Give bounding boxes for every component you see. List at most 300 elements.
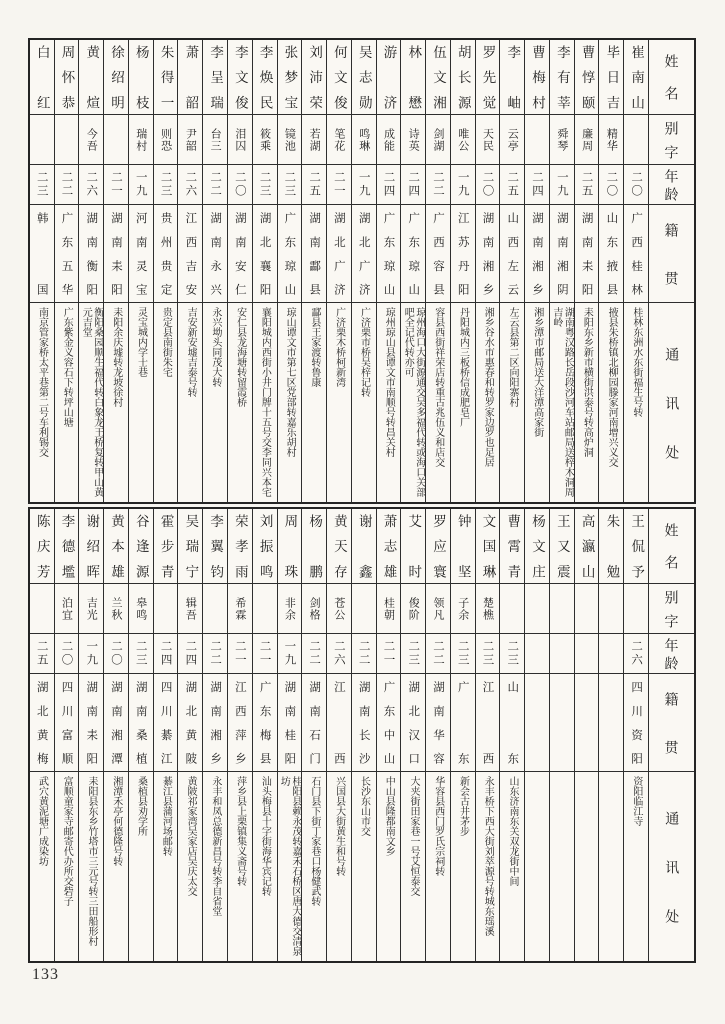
courtesy-name-cell bbox=[278, 583, 302, 633]
address-cell bbox=[178, 302, 202, 502]
address-cell-text: 湘乡潭市邮局送大洋潭高家街 bbox=[531, 307, 543, 437]
person-column bbox=[425, 509, 450, 961]
name-cell bbox=[228, 40, 252, 114]
address-cell-text: 耒阳余庆墟转龙坡徐村 bbox=[110, 307, 122, 407]
native-place-cell-text: 江西 bbox=[332, 681, 345, 764]
courtesy-name-cell bbox=[575, 114, 599, 164]
person-column bbox=[499, 509, 524, 961]
age-cell-text: 二〇 bbox=[60, 640, 73, 667]
name-cell-text: 荣孝雨 bbox=[232, 514, 248, 578]
name-cell bbox=[104, 509, 128, 583]
courtesy-name-cell bbox=[377, 114, 401, 164]
address-cell-text: 桑植县劝学所 bbox=[135, 776, 147, 836]
courtesy-name-cell bbox=[104, 583, 128, 633]
address-cell bbox=[278, 771, 302, 961]
address-cell bbox=[129, 302, 153, 502]
courtesy-name-cell bbox=[426, 583, 450, 633]
address-cell-text: 华容县西门罗氏宗祠转 bbox=[432, 776, 444, 876]
age-cell bbox=[278, 164, 302, 204]
courtesy-name-cell bbox=[500, 583, 524, 633]
age-cell-text: 二六 bbox=[630, 640, 643, 667]
native-place-cell bbox=[203, 673, 227, 771]
address-cell bbox=[253, 302, 277, 502]
person-column bbox=[499, 40, 524, 502]
courtesy-name-cell bbox=[525, 583, 549, 633]
name-cell bbox=[79, 40, 103, 114]
name-cell bbox=[550, 509, 574, 583]
column-header bbox=[649, 204, 694, 302]
person-column bbox=[623, 509, 648, 961]
header-column bbox=[648, 509, 694, 961]
courtesy-name-cell-text: 非余 bbox=[283, 596, 296, 621]
name-cell-text: 李文俊 bbox=[232, 45, 248, 109]
name-cell bbox=[476, 509, 500, 583]
address-cell-text: 武穴黄泥塘广成染坊 bbox=[36, 776, 48, 866]
name-cell bbox=[253, 509, 277, 583]
courtesy-name-cell bbox=[575, 583, 599, 633]
native-place-cell bbox=[352, 204, 376, 302]
age-cell-text: 二一 bbox=[233, 640, 246, 667]
name-cell-text: 王又震 bbox=[554, 514, 570, 578]
address-cell-text: 左云县第二区向阳寨村 bbox=[507, 307, 519, 407]
person-column bbox=[54, 509, 79, 961]
name-cell bbox=[278, 40, 302, 114]
name-cell bbox=[500, 40, 524, 114]
name-cell bbox=[129, 509, 153, 583]
address-cell-text: 广东紫金义容石下转坪山塘 bbox=[61, 307, 73, 427]
name-cell bbox=[129, 40, 153, 114]
address-cell bbox=[55, 302, 79, 502]
native-place-cell bbox=[500, 673, 524, 771]
address-cell bbox=[401, 771, 425, 961]
name-cell bbox=[352, 40, 376, 114]
name-cell bbox=[30, 509, 54, 583]
name-cell bbox=[377, 40, 401, 114]
name-cell-text: 李有莘 bbox=[554, 45, 570, 109]
native-place-cell bbox=[624, 204, 648, 302]
courtesy-name-cell bbox=[302, 583, 326, 633]
person-column bbox=[153, 40, 178, 502]
person-column bbox=[623, 40, 648, 502]
native-place-cell-text: 湖南酃县 bbox=[308, 212, 321, 295]
address-cell-text: 桂林东洲水东街福生号转 bbox=[630, 307, 642, 417]
age-cell-text: 二三 bbox=[407, 640, 420, 667]
person-column bbox=[103, 40, 128, 502]
address-cell-text: 广济栗市桥吴梓记转 bbox=[358, 307, 370, 397]
age-cell bbox=[476, 633, 500, 673]
person-column bbox=[351, 40, 376, 502]
native-place-cell-text: 湖南耒阳 bbox=[85, 681, 98, 764]
address-cell-text: 兴国县大街黄生和号转 bbox=[333, 776, 345, 876]
courtesy-name-cell bbox=[203, 114, 227, 164]
native-place-cell-text: 广西容县 bbox=[431, 212, 444, 295]
person-column bbox=[301, 40, 326, 502]
courtesy-name-cell bbox=[401, 114, 425, 164]
native-place-cell bbox=[79, 673, 103, 771]
address-cell-text: 石门县下街丁家巷口杨健武转 bbox=[308, 776, 320, 906]
courtesy-name-cell bbox=[352, 583, 376, 633]
age-cell bbox=[178, 633, 202, 673]
courtesy-name-cell-text: 筱乘 bbox=[258, 127, 271, 152]
native-place-cell-text: 山西左云 bbox=[506, 212, 519, 295]
person-column bbox=[524, 509, 549, 961]
person-column bbox=[153, 509, 178, 961]
courtesy-name-cell bbox=[327, 583, 351, 633]
native-place-cell-text: 湖南桂阳 bbox=[283, 681, 296, 764]
name-cell bbox=[302, 509, 326, 583]
native-place-cell-text: 湖南耒阳 bbox=[110, 212, 123, 295]
column-header-label: 通讯处 bbox=[664, 810, 681, 923]
column-header-label: 籍贯 bbox=[663, 222, 680, 285]
native-place-cell-text: 湖南华容 bbox=[431, 681, 444, 764]
courtesy-name-cell-text: 俊阶 bbox=[407, 596, 420, 621]
address-cell bbox=[104, 302, 128, 502]
courtesy-name-cell bbox=[476, 114, 500, 164]
native-place-cell bbox=[500, 204, 524, 302]
age-cell bbox=[278, 633, 302, 673]
native-place-cell-text: 山东掖县 bbox=[605, 212, 618, 295]
native-place-cell bbox=[550, 204, 574, 302]
address-cell bbox=[79, 771, 103, 961]
native-place-cell-text: 河南灵宝 bbox=[134, 212, 147, 295]
column-header bbox=[649, 509, 694, 583]
native-place-cell-text: 广东中山 bbox=[382, 681, 395, 764]
address-cell bbox=[104, 771, 128, 961]
column-header bbox=[649, 114, 694, 164]
native-place-cell bbox=[302, 204, 326, 302]
age-cell-text: 二六 bbox=[332, 640, 345, 667]
name-cell bbox=[178, 40, 202, 114]
address-cell-text: 襄阳城内西街小井门牌十五号交李同兴本宅 bbox=[259, 307, 271, 497]
page-number: 133 bbox=[32, 966, 59, 983]
native-place-cell-text: 广东琼山 bbox=[407, 212, 420, 295]
name-cell bbox=[426, 40, 450, 114]
age-cell bbox=[451, 633, 475, 673]
address-cell bbox=[476, 771, 500, 961]
age-cell bbox=[426, 633, 450, 673]
courtesy-name-cell bbox=[550, 114, 574, 164]
person-column bbox=[326, 40, 351, 502]
name-cell-text: 游济 bbox=[381, 45, 397, 109]
address-cell-text: 长沙东山市交 bbox=[358, 776, 370, 836]
age-cell-text: 二四 bbox=[407, 171, 420, 198]
person-column bbox=[252, 40, 277, 502]
native-place-cell bbox=[401, 673, 425, 771]
native-place-cell-text: 湖南永兴 bbox=[209, 212, 222, 295]
native-place-cell bbox=[401, 204, 425, 302]
address-cell-text: 湖南粤汉路长岳段沙河车站邮局送梓木洞周吉岭 bbox=[550, 307, 574, 497]
age-cell-text: 二一 bbox=[382, 640, 395, 667]
native-place-cell-text: 广东 bbox=[456, 681, 469, 764]
age-cell bbox=[302, 633, 326, 673]
name-cell bbox=[624, 40, 648, 114]
courtesy-name-cell-text: 楚樵 bbox=[481, 596, 494, 621]
name-cell bbox=[79, 509, 103, 583]
courtesy-name-cell-text: 成能 bbox=[382, 127, 395, 152]
age-cell-text: 二四 bbox=[382, 171, 395, 198]
person-column bbox=[475, 509, 500, 961]
person-column bbox=[128, 509, 153, 961]
name-cell-text: 李翼钧 bbox=[208, 514, 224, 578]
column-header-label: 通讯处 bbox=[664, 346, 681, 459]
address-cell-text: 贵定县南街朱宅 bbox=[160, 307, 172, 377]
courtesy-name-cell-text: 子余 bbox=[456, 596, 469, 621]
address-cell bbox=[129, 771, 153, 961]
name-cell-text: 周怀恭 bbox=[59, 45, 75, 109]
name-cell-text: 杨鹏 bbox=[307, 514, 323, 578]
age-cell-text: 二四 bbox=[184, 640, 197, 667]
name-cell bbox=[278, 509, 302, 583]
name-cell-text: 朱得一 bbox=[158, 45, 174, 109]
name-cell-text: 李德壏 bbox=[59, 514, 75, 578]
native-place-cell-text: 江西萍乡 bbox=[233, 681, 246, 764]
column-header bbox=[649, 633, 694, 673]
age-cell bbox=[55, 164, 79, 204]
native-place-cell bbox=[525, 204, 549, 302]
name-cell bbox=[30, 40, 54, 114]
courtesy-name-cell-text: 台三 bbox=[209, 127, 222, 152]
age-cell-text: 二五 bbox=[580, 171, 593, 198]
name-cell bbox=[377, 509, 401, 583]
age-cell bbox=[228, 164, 252, 204]
name-cell bbox=[104, 40, 128, 114]
age-cell bbox=[30, 633, 54, 673]
name-cell bbox=[624, 509, 648, 583]
address-cell-text: 容县西街祥荣店转重古兆伍义和店交 bbox=[432, 307, 444, 467]
name-cell-text: 曹惇颐 bbox=[579, 45, 595, 109]
address-cell bbox=[228, 302, 252, 502]
person-column bbox=[277, 40, 302, 502]
age-cell bbox=[401, 633, 425, 673]
native-place-cell bbox=[302, 673, 326, 771]
native-place-cell-text: 湖北黄梅 bbox=[35, 681, 48, 764]
age-cell-text: 二二 bbox=[209, 640, 222, 667]
courtesy-name-cell bbox=[327, 114, 351, 164]
age-cell bbox=[624, 633, 648, 673]
age-cell bbox=[500, 633, 524, 673]
courtesy-name-cell bbox=[129, 583, 153, 633]
name-cell bbox=[203, 509, 227, 583]
age-cell-text: 二二 bbox=[431, 640, 444, 667]
courtesy-name-cell-text: 尹韶 bbox=[184, 127, 197, 152]
native-place-cell-text: 湖北汉口 bbox=[407, 681, 420, 764]
address-cell bbox=[327, 771, 351, 961]
native-place-cell bbox=[278, 204, 302, 302]
person-column bbox=[351, 509, 376, 961]
courtesy-name-cell-text: 兰秋 bbox=[110, 596, 123, 621]
name-cell bbox=[451, 40, 475, 114]
age-cell bbox=[253, 164, 277, 204]
native-place-cell bbox=[451, 673, 475, 771]
name-cell bbox=[253, 40, 277, 114]
address-cell-text: 大夹街田家巷一号艾恒泰交 bbox=[407, 776, 419, 896]
person-column bbox=[574, 509, 599, 961]
column-header bbox=[649, 771, 694, 961]
address-cell-text: 琼州海口大街源通交吴多福代转或海口关部吧全记代转亦可 bbox=[402, 307, 425, 497]
age-cell bbox=[352, 633, 376, 673]
courtesy-name-cell bbox=[278, 114, 302, 164]
native-place-cell bbox=[79, 204, 103, 302]
address-cell-text: 南京管家桥太平巷第二号车利锡交 bbox=[36, 307, 48, 457]
column-header bbox=[649, 302, 694, 502]
native-place-cell-text: 湖北黄陂 bbox=[184, 681, 197, 764]
age-cell bbox=[129, 633, 153, 673]
address-cell-text: 丹阳城内三板桥信成肥皂厂 bbox=[457, 307, 469, 427]
courtesy-name-cell bbox=[228, 583, 252, 633]
age-cell bbox=[104, 633, 128, 673]
age-cell bbox=[426, 164, 450, 204]
person-column bbox=[450, 509, 475, 961]
courtesy-name-cell bbox=[302, 114, 326, 164]
person-column bbox=[202, 509, 227, 961]
age-cell-text: 一九 bbox=[283, 640, 296, 667]
age-cell bbox=[525, 633, 549, 673]
courtesy-name-cell-text: 皋鸣 bbox=[134, 596, 147, 621]
name-cell-text: 张梦宝 bbox=[282, 45, 298, 109]
age-cell bbox=[178, 164, 202, 204]
person-column bbox=[425, 40, 450, 502]
courtesy-name-cell bbox=[154, 583, 178, 633]
name-cell-text: 罗应寰 bbox=[430, 514, 446, 578]
native-place-cell bbox=[327, 673, 351, 771]
address-cell-text: 湘潭禾亭何德隆号转 bbox=[110, 776, 122, 866]
courtesy-name-cell-text: 领凡 bbox=[431, 596, 444, 621]
native-place-cell bbox=[154, 673, 178, 771]
address-cell-text: 琼州琼山县谭文市南顺号转昌关村 bbox=[383, 307, 395, 457]
age-cell-text: 二四 bbox=[531, 171, 544, 198]
native-place-cell bbox=[377, 673, 401, 771]
name-cell bbox=[55, 40, 79, 114]
age-cell bbox=[55, 633, 79, 673]
courtesy-name-cell bbox=[624, 583, 648, 633]
courtesy-name-cell bbox=[599, 583, 623, 633]
column-header bbox=[649, 164, 694, 204]
age-cell bbox=[575, 633, 599, 673]
address-cell bbox=[401, 302, 425, 502]
age-cell-text: 二〇 bbox=[605, 171, 618, 198]
address-cell bbox=[599, 771, 623, 961]
age-cell bbox=[476, 164, 500, 204]
native-place-cell bbox=[451, 204, 475, 302]
age-cell-text: 二五 bbox=[35, 640, 48, 667]
name-cell bbox=[228, 509, 252, 583]
courtesy-name-cell-text: 精华 bbox=[605, 127, 618, 152]
name-cell-text: 李岫 bbox=[505, 45, 521, 109]
directory-table-lower bbox=[28, 507, 696, 963]
courtesy-name-cell-text: 苍公 bbox=[332, 596, 345, 621]
name-cell bbox=[575, 509, 599, 583]
courtesy-name-cell-text: 今吾 bbox=[85, 127, 98, 152]
address-cell-text: 吉安新安墟吉泰号转 bbox=[185, 307, 197, 397]
courtesy-name-cell bbox=[426, 114, 450, 164]
name-cell-text: 文国琳 bbox=[480, 514, 496, 578]
name-cell-text: 萧韶 bbox=[183, 45, 199, 109]
name-cell-text: 伍文湘 bbox=[430, 45, 446, 109]
age-cell-text: 二二 bbox=[60, 171, 73, 198]
native-place-cell bbox=[228, 673, 252, 771]
address-cell-text: 中山县隆都南文乡 bbox=[383, 776, 395, 856]
name-cell bbox=[178, 509, 202, 583]
name-cell bbox=[550, 40, 574, 114]
name-cell bbox=[500, 509, 524, 583]
courtesy-name-cell-text: 辑吾 bbox=[184, 596, 197, 621]
address-cell-text: 琼山谭文市第七区党部转嘉乐胡村 bbox=[284, 307, 296, 457]
address-cell bbox=[30, 302, 54, 502]
name-cell bbox=[575, 40, 599, 114]
name-cell-text: 何文俊 bbox=[331, 45, 347, 109]
column-header-label: 籍贯 bbox=[663, 691, 680, 754]
age-cell-text: 二一 bbox=[258, 640, 271, 667]
age-cell-text: 二六 bbox=[85, 171, 98, 198]
age-cell-text: 二三 bbox=[481, 640, 494, 667]
native-place-cell-text: 广东五华 bbox=[60, 212, 73, 295]
person-column bbox=[128, 40, 153, 502]
courtesy-name-cell bbox=[253, 114, 277, 164]
age-cell-text: 二三 bbox=[506, 640, 519, 667]
address-cell bbox=[624, 771, 648, 961]
address-cell bbox=[426, 302, 450, 502]
name-cell-text: 刘振鸣 bbox=[257, 514, 273, 578]
column-header-label: 年龄 bbox=[663, 637, 680, 670]
name-cell-text: 徐绍明 bbox=[109, 45, 125, 109]
courtesy-name-cell-text: 鸣琳 bbox=[357, 127, 370, 152]
name-cell-text: 毕日吉 bbox=[604, 45, 620, 109]
address-cell bbox=[79, 302, 103, 502]
person-column bbox=[177, 40, 202, 502]
name-cell bbox=[599, 40, 623, 114]
age-cell-text: 一九 bbox=[357, 171, 370, 198]
age-cell bbox=[154, 164, 178, 204]
courtesy-name-cell bbox=[178, 583, 202, 633]
age-cell bbox=[451, 164, 475, 204]
address-cell bbox=[476, 302, 500, 502]
person-column bbox=[598, 40, 623, 502]
column-header-label: 年龄 bbox=[663, 168, 680, 201]
native-place-cell bbox=[327, 204, 351, 302]
name-cell bbox=[154, 40, 178, 114]
courtesy-name-cell bbox=[451, 114, 475, 164]
address-cell-text: 资阳临江寺 bbox=[630, 776, 642, 826]
courtesy-name-cell bbox=[599, 114, 623, 164]
name-cell-text: 谷逢源 bbox=[133, 514, 149, 578]
name-cell-text: 高瀛山 bbox=[579, 514, 595, 578]
age-cell-text: 二〇 bbox=[110, 640, 123, 667]
courtesy-name-cell bbox=[79, 583, 103, 633]
courtesy-name-cell bbox=[550, 583, 574, 633]
name-cell bbox=[476, 40, 500, 114]
native-place-cell-text: 江苏丹阳 bbox=[456, 212, 469, 295]
courtesy-name-cell bbox=[55, 583, 79, 633]
name-cell-text: 黄天存 bbox=[331, 514, 347, 578]
age-cell-text: 二一 bbox=[332, 171, 345, 198]
courtesy-name-cell bbox=[401, 583, 425, 633]
native-place-cell bbox=[228, 204, 252, 302]
address-cell bbox=[500, 771, 524, 961]
person-column bbox=[400, 40, 425, 502]
native-place-cell-text: 湖南湘潭 bbox=[110, 681, 123, 764]
native-place-cell bbox=[575, 204, 599, 302]
column-header-label: 别字 bbox=[663, 120, 680, 159]
age-cell bbox=[500, 164, 524, 204]
native-place-cell bbox=[154, 204, 178, 302]
native-place-cell-text: 湖南桑植 bbox=[134, 681, 147, 764]
person-column bbox=[301, 509, 326, 961]
age-cell-text: 二〇 bbox=[233, 171, 246, 198]
native-place-cell bbox=[426, 673, 450, 771]
age-cell bbox=[550, 164, 574, 204]
name-cell-text: 吴瑞宁 bbox=[183, 514, 199, 578]
age-cell-text: 二五 bbox=[308, 171, 321, 198]
